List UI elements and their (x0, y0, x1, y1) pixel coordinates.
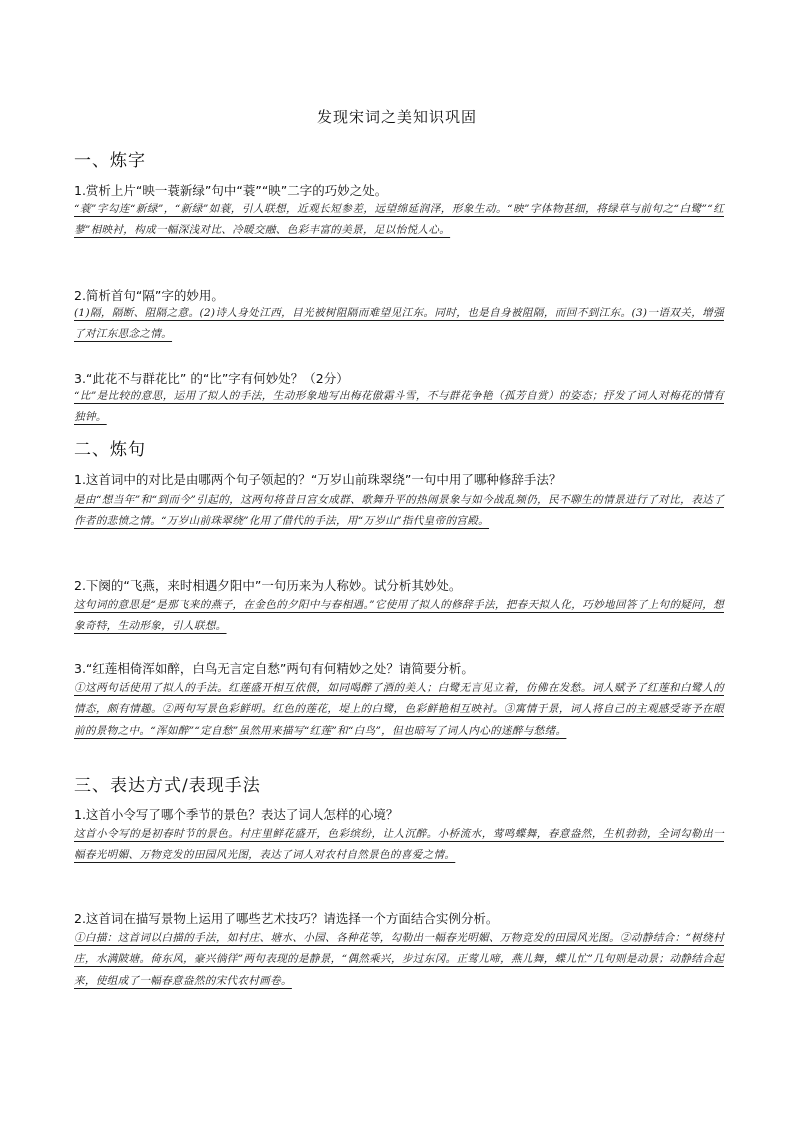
question-2-3: 3.“红莲相倚浑如醉，白鸟无言定自愁”两句有何精妙之处？请简要分析。 (74, 661, 474, 676)
answer-1-2: (1)隔，隔断、阻隔之意。(2)诗人身处江西，目光被树阻隔而难望见江东。同时，也是自身被阻隔，而回不到江东。(3)一语双关，增强了对江东思念之情。 (74, 307, 724, 341)
question-1-1: 1.赏析上片“映一蓑新绿”句中“蓑”“映”二字的巧妙之处。 (74, 183, 388, 198)
answer-3-1: 这首小令写的是初春时节的景色。村庄里鲜花盛开，色彩缤纷，让人沉醉。小桥流水，莺鸣蝶舞，春意盎然，生机勃勃，全词勾勒出一幅春光明媚、万物竞发的田园风光图，表达了词人对农村自然景色的喜爱之情。 (74, 828, 724, 862)
question-3-2: 2.这首词在描写景物上运用了哪些艺术技巧？请选择一个方面结合实例分析。 (74, 911, 499, 926)
question-2-2: 2.下阕的“飞燕，来时相遇夕阳中”一句历来为人称妙。试分析其妙处。 (74, 578, 462, 593)
question-3-1: 1.这首小令写了哪个季节的景色？表达了词人怎样的心境？ (74, 807, 399, 822)
answer-2-2: 这句词的意思是“是那飞来的燕子，在金色的夕阳中与春相遇。”它使用了拟人的修辞手法，把春天拟人化，巧妙地回答了上句的疑问，想象奇特，生动形象，引人联想。 (74, 599, 724, 633)
question-2-1: 1.这首词中的对比是由哪两个句子领起的？“万岁山前珠翠绕”一句中用了哪种修辞手法？ (74, 472, 562, 487)
section-heading-lianju: 二、炼句 (74, 440, 146, 460)
question-1-2: 2.简析首句“隔”字的妙用。 (74, 288, 224, 303)
page-title: 发现宋词之美知识巩固 (316, 108, 477, 126)
answer-2-3: ①这两句话使用了拟人的手法。红莲盛开相互依偎，如同喝醉了酒的美人；白鹭无言见立着，仿佛在发愁。词人赋予了红莲和白鹭人的情态，颇有情趣。②两句写景色彩鲜明。红色的莲花，堤上的白鹭，色彩鲜艳相互映衬。③寓情于景，词人将自己的主观感受寄予在眼前的景物之中。“浑如醉”“定自愁”虽然用来描写“红莲”和“白鸟”，但也暗写了词人内心的迷醉与愁绪。 (74, 682, 724, 737)
answer-1-1: “蓑”字勾连“新绿”，“新绿”如蓑，引人联想，近观长短参差，远望绵延润泽，形象生动。“映”字体物甚细，将绿草与前句之“白鹭”“红蓼”相映衬，构成一幅深浅对比、冷暖交融、色彩丰富的美景，足以怡悦人心。 (74, 203, 724, 237)
section-heading-lianzi: 一、炼字 (74, 151, 146, 171)
section-heading-biaoda: 三、表达方式/表现手法 (74, 776, 261, 796)
answer-1-3: “比”是比较的意思，运用了拟人的手法，生动形象地写出梅花傲霜斗雪，不与群花争艳（孤芳自赏）的姿态；抒发了词人对梅花的情有独钟。 (74, 390, 724, 424)
question-1-3: 3.“此花不与群花比” 的“比”字有何妙处？（2分） (74, 371, 349, 386)
answer-3-2: ①白描：这首词以白描的手法，如村庄、塘水、小园、各种花等，勾勒出一幅春光明媚、万物竞发的田园风光图。②动静结合：“树绕村庄，水满陂塘。倚东风，豪兴徜徉”两句表现的是静景，“偶然乘兴，步过东冈。正莺儿啼，燕儿舞，蝶儿忙”几句则是动景；动静结合起来，使组成了一幅春意盎然的宋代农村画卷。 (74, 932, 724, 987)
answer-2-1: 是由“想当年”和“到而今”引起的，这两句将昔日宫女成群、歌舞升平的热闹景象与如今战乱频仍，民不聊生的情景进行了对比，表达了作者的悲愤之情。“万岁山前珠翠绕”化用了借代的手法，用“万岁山”指代皇帝的宫殿。 (74, 494, 724, 528)
